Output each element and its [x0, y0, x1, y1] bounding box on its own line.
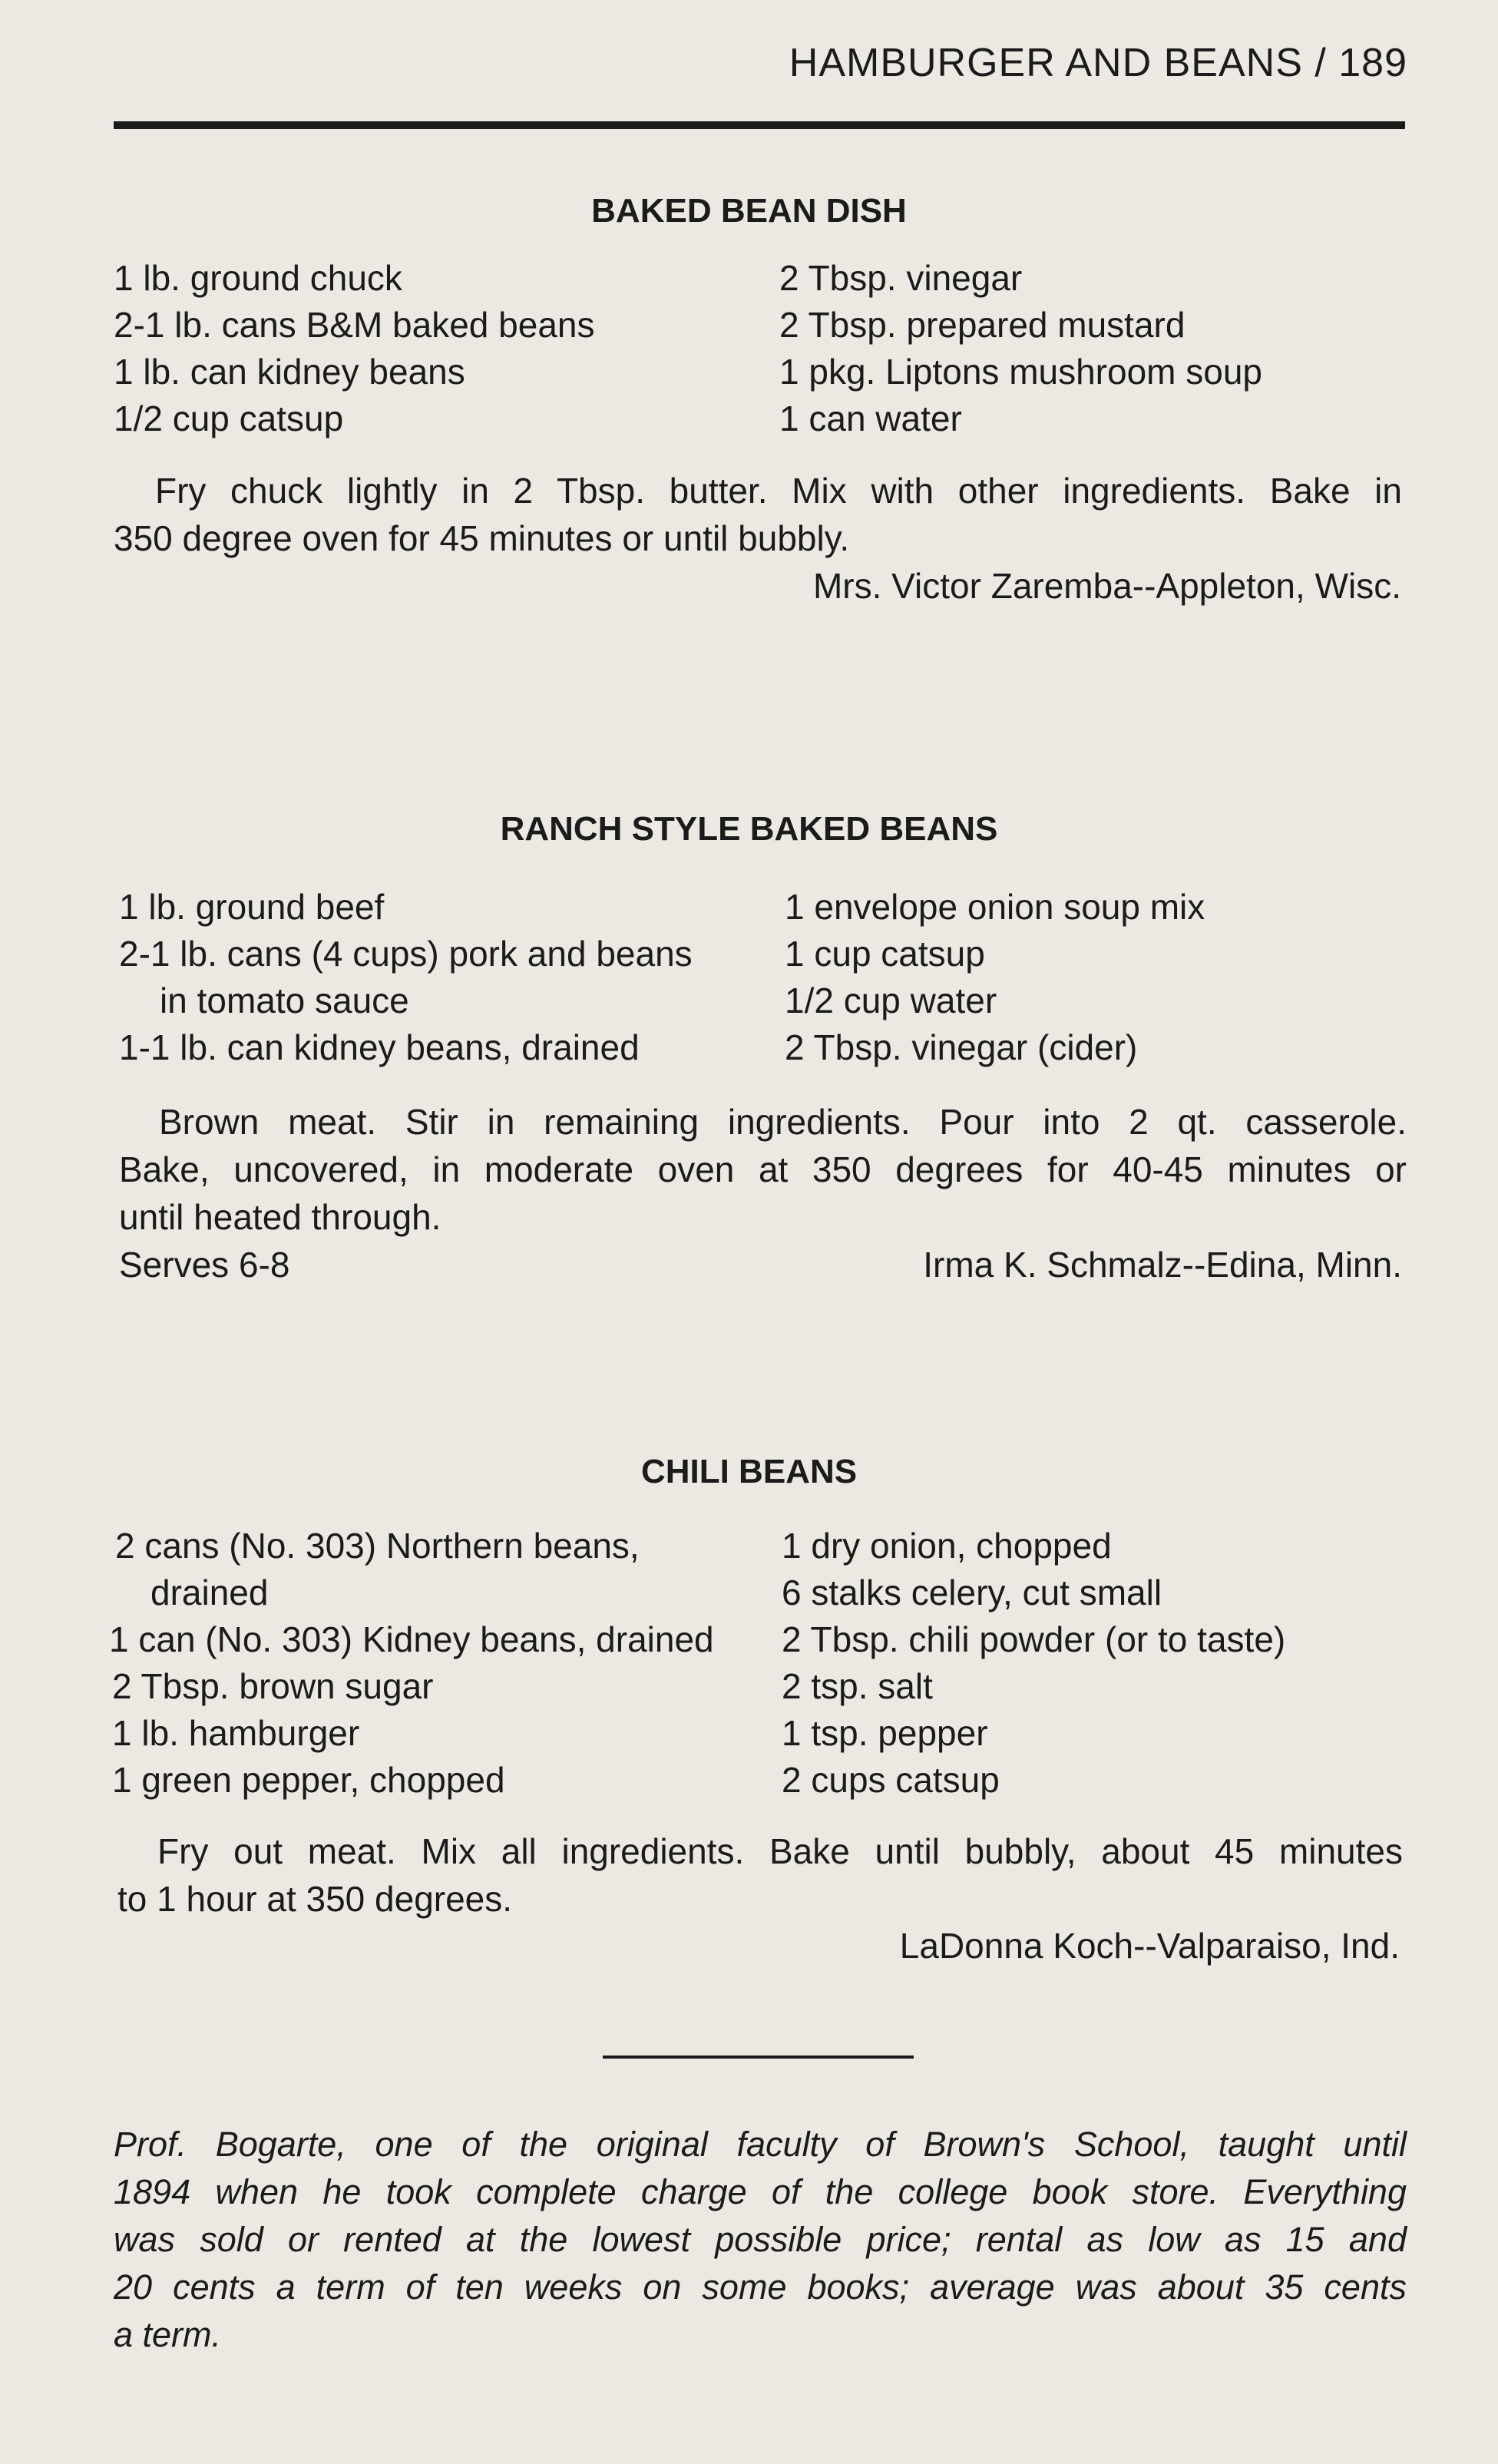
footnote-line: 1894 when he took complete charge of the college book store. Everything	[114, 2172, 1407, 2211]
ingredient: 1 lb. ground beef	[119, 887, 385, 927]
ingredient: 1 pkg. Liptons mushroom soup	[779, 352, 1263, 392]
ingredient: 2 cups catsup	[782, 1760, 1000, 1800]
recipe-directions	[114, 467, 1402, 562]
ingredient: 1 lb. hamburger	[112, 1713, 360, 1753]
ingredient: 1 dry onion, chopped	[782, 1526, 1112, 1566]
footnote-line: Prof. Bogarte, one of the original faculty of Brown's School, taught until	[114, 2125, 1407, 2164]
ingredient: 2 Tbsp. brown sugar	[112, 1666, 434, 1706]
ingredient: 2 cans (No. 303) Northern beans,	[115, 1526, 640, 1566]
ingredient: 1/2 cup catsup	[114, 399, 344, 438]
ingredient: 2 Tbsp. prepared mustard	[779, 305, 1186, 345]
footnote-line: was sold or rented at the lowest possible price; rental as low as 15 and	[114, 2220, 1407, 2259]
recipe-title-ranch-style-baked-beans: RANCH STYLE BAKED BEANS	[500, 810, 998, 848]
recipe-credit: Irma K. Schmalz--Edina, Minn.	[923, 1245, 1402, 1285]
ingredient: 1 green pepper, chopped	[112, 1760, 505, 1800]
recipe-credit: LaDonna Koch--Valparaiso, Ind.	[899, 1926, 1400, 1966]
ingredient: 1 cup catsup	[785, 934, 985, 974]
directions-line: Brown meat. Stir in remaining ingredients. Pour into 2 qt. casserole.	[159, 1102, 1407, 1142]
recipe-credit: Mrs. Victor Zaremba--Appleton, Wisc.	[812, 566, 1401, 606]
directions-line: 350 degree oven for 45 minutes or until bubbly.	[114, 518, 850, 558]
ingredient: 2 Tbsp. vinegar (cider)	[785, 1027, 1138, 1067]
recipe-serves: Serves 6-8	[119, 1245, 290, 1285]
footnote-line: 20 cents a term of ten weeks on some books; average was about 35 cents	[114, 2267, 1407, 2307]
ingredient: 1 can (No. 303) Kidney beans, drained	[109, 1619, 714, 1659]
ingredient: 2 tsp. salt	[782, 1666, 933, 1706]
ingredient: in tomato sauce	[160, 981, 409, 1020]
directions-line: Bake, uncovered, in moderate oven at 350 degrees for 40-45 minutes or	[119, 1149, 1407, 1189]
page-header: HAMBURGER AND BEANS / 189	[789, 41, 1407, 85]
ingredient: 2 Tbsp. chili powder (or to taste)	[782, 1619, 1286, 1659]
directions-line: to 1 hour at 350 degrees.	[117, 1879, 513, 1919]
recipe-title-chili-beans: CHILI BEANS	[640, 1453, 858, 1490]
recipe-directions	[117, 1827, 1403, 1923]
directions-line: Fry out meat. Mix all ingredients. Bake until bubbly, about 45 minutes	[157, 1831, 1403, 1871]
ingredient: 1 lb. can kidney beans	[114, 352, 465, 392]
ingredient: 2 Tbsp. vinegar	[779, 258, 1023, 298]
recipe-title-baked-bean-dish: BAKED BEAN DISH	[591, 192, 907, 230]
ingredient: 6 stalks celery, cut small	[782, 1573, 1162, 1612]
directions-line: until heated through.	[119, 1197, 441, 1237]
ingredient: 1-1 lb. can kidney beans, drained	[119, 1027, 640, 1067]
directions-line: Fry chuck lightly in 2 Tbsp. butter. Mix with other ingredients. Bake in	[155, 471, 1402, 511]
ingredient: 1 envelope onion soup mix	[785, 887, 1205, 927]
ingredient: 1 tsp. pepper	[782, 1713, 988, 1753]
ingredient: 1 lb. ground chuck	[114, 258, 402, 298]
ingredient: 1 can water	[779, 399, 962, 438]
footnote-line: a term.	[114, 2315, 222, 2354]
header-rule	[114, 121, 1405, 129]
ingredient: drained	[150, 1573, 269, 1612]
section-divider	[603, 2056, 914, 2059]
recipe-directions	[119, 1098, 1407, 1241]
ingredient: 2-1 lb. cans B&M baked beans	[114, 305, 595, 345]
ingredient: 1/2 cup water	[785, 981, 997, 1020]
historical-footnote	[114, 2121, 1407, 2359]
ingredient: 2-1 lb. cans (4 cups) pork and beans	[119, 934, 693, 974]
